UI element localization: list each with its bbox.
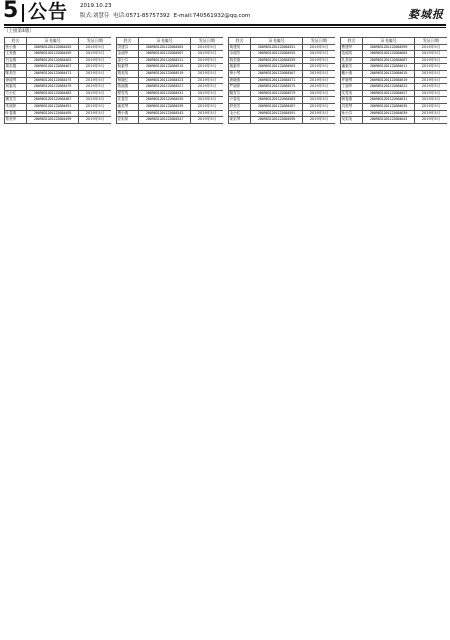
row-certificate-number: 2009031201122684567 [251,70,303,77]
row-certificate-number: 2009031201122684639 [363,110,415,117]
row-name: 叶春燕 [5,110,27,117]
row-name: 鲍雪芬 [229,90,251,97]
certificate-table-area [4,37,446,637]
row-certificate-number: 2009031201122684495 [27,110,79,117]
row-name: 郑美华 [5,117,27,124]
row-certificate-number: 2009031201122684559 [251,57,303,64]
row-name: 杨晓红 [117,77,139,84]
page-number: 5 [3,0,19,23]
table-row [5,44,112,51]
row-issue-date: 2019年5月 [303,90,336,97]
row-issue-date: 2019年5月 [191,84,224,91]
row-issue-date: 2019年5月 [79,103,112,110]
row-issue-date: 2019年5月 [79,64,112,71]
row-certificate-number: 2009031201122684635 [363,103,415,110]
newspaper-masthead: 婺城报 [408,8,444,21]
row-name: 王美燕 [5,51,27,58]
row-issue-date: 2019年5月 [415,110,448,117]
row-issue-date: 2019年5月 [79,117,112,124]
row-name: 何素英 [5,84,27,91]
header-certificate-number: 证书编号 [27,38,79,45]
row-certificate-number: 2009031201122684507 [139,51,191,58]
row-name: 吕金燕 [5,57,27,64]
row-certificate-number: 2009031201122684579 [251,90,303,97]
row-issue-date: 2019年5月 [79,77,112,84]
row-name: 余丽芳 [229,51,251,58]
table-row [341,64,448,71]
table-header-row [117,38,224,45]
row-issue-date: 2019年5月 [79,70,112,77]
row-certificate-number: 2009031201122684467 [27,64,79,71]
table-row [117,117,224,124]
table-row [5,51,112,58]
row-name: 卢春英 [229,97,251,104]
row-certificate-number: 2009031201122684515 [139,64,191,71]
header-issue-date: 发证日期 [191,38,224,45]
row-certificate-number: 2009031201122684599 [363,44,415,51]
row-issue-date: 2019年5月 [303,77,336,84]
row-issue-date: 2019年5月 [191,103,224,110]
row-certificate-number: 2009031201122684547 [139,117,191,124]
header-name: 姓名 [229,38,251,45]
table-row [117,103,224,110]
row-certificate-number: 2009031201122684563 [251,64,303,71]
certificate-column-1 [4,37,111,637]
row-name: 韩春燕 [341,97,363,104]
row-certificate-number: 2009031201122684511 [139,57,191,64]
table-row [229,84,336,91]
row-certificate-number: 2009031201122684603 [363,51,415,58]
header-certificate-number: 证书编号 [139,38,191,45]
row-certificate-number: 2009031201122684591 [251,110,303,117]
row-certificate-number: 2009031201122684627 [363,90,415,97]
row-certificate-number: 2009031201122684539 [139,103,191,110]
row-certificate-number: 2009031201122684623 [363,84,415,91]
row-issue-date: 2019年5月 [415,117,448,124]
table-row [117,77,224,84]
row-name: 楼雪芳 [5,97,27,104]
row-issue-date: 2019年5月 [303,44,336,51]
row-certificate-number: 2009031201122684459 [27,51,79,58]
row-name: 汪春芳 [117,97,139,104]
row-certificate-number: 2009031201122684583 [251,97,303,104]
row-name: 毛小红 [229,110,251,117]
table-row [341,44,448,51]
row-certificate-number: 2009031201122684479 [27,84,79,91]
table-row [341,97,448,104]
row-name: 倪素琴 [117,64,139,71]
row-certificate-number: 2009031201122684491 [27,103,79,110]
table-row [5,90,112,97]
row-certificate-number: 2009031201122684611 [363,64,415,71]
certificate-table [116,37,223,124]
row-name: 孙小芬 [341,110,363,117]
row-name: 潘素芳 [341,64,363,71]
row-name: 胡美英 [117,70,139,77]
row-name: 施素华 [229,64,251,71]
table-row [341,77,448,84]
row-issue-date: 2019年5月 [79,84,112,91]
table-row [341,70,448,77]
row-certificate-number: 2009031201122684475 [27,77,79,84]
row-issue-date: 2019年5月 [415,84,448,91]
row-name: 黄建英 [229,44,251,51]
row-issue-date: 2019年5月 [415,103,448,110]
table-row [229,90,336,97]
table-row [341,103,448,110]
row-issue-date: 2019年5月 [191,110,224,117]
header-issue-date: 发证日期 [303,38,336,45]
row-certificate-number: 2009031201122684543 [139,110,191,117]
table-row [5,84,112,91]
row-issue-date: 2019年5月 [303,70,336,77]
table-row [117,84,224,91]
table-row [5,57,112,64]
table-row [5,70,112,77]
header-name: 姓名 [117,38,139,45]
table-row [5,110,112,117]
issue-date: 2019.10.23 [80,3,112,9]
row-name: 金丽华 [117,51,139,58]
row-issue-date: 2019年5月 [415,90,448,97]
row-certificate-number: 2009031201122684483 [27,90,79,97]
row-issue-date: 2019年5月 [303,84,336,91]
table-row [117,57,224,64]
row-issue-date: 2019年5月 [191,64,224,71]
row-certificate-number: 2009031201122684527 [139,84,191,91]
row-name: 吴彩英 [341,117,363,124]
row-name: 钱美燕 [229,57,251,64]
row-issue-date: 2019年5月 [191,70,224,77]
table-row [229,103,336,110]
table-row [229,57,336,64]
table-row [117,51,224,58]
table-row [5,103,112,110]
row-issue-date: 2019年5月 [303,97,336,104]
row-name: 程雪英 [117,90,139,97]
row-certificate-number: 2009031201122684571 [251,77,303,84]
certificate-column-2 [116,37,223,637]
row-issue-date: 2019年5月 [79,57,112,64]
row-name: 舒美芳 [229,103,251,110]
certificate-table [4,37,111,124]
table-row [5,64,112,71]
row-name: 张小燕 [5,44,27,51]
header-name: 姓名 [341,38,363,45]
row-certificate-number: 2009031201122684463 [27,57,79,64]
table-row [341,51,448,58]
header-divider [22,4,24,22]
row-certificate-number: 2009031201122684471 [27,70,79,77]
row-name: 徐丽琴 [5,77,27,84]
row-name: 陈美芳 [5,70,27,77]
header-rule-thick [4,24,446,26]
section-title: 公告 [28,1,69,23]
header-certificate-number: 证书编号 [363,38,415,45]
table-row [229,77,336,84]
row-certificate-number: 2009031201122684555 [251,51,303,58]
row-name: 沈雪英 [341,90,363,97]
table-row [229,44,336,51]
row-certificate-number: 2009031201122684643 [363,117,415,124]
table-row [341,110,448,117]
table-row [5,117,112,124]
table-row [229,70,336,77]
row-certificate-number: 2009031201122684535 [139,97,191,104]
page-header [0,0,450,26]
row-issue-date: 2019年5月 [191,44,224,51]
certificate-column-4 [340,37,447,637]
row-name: 方小红 [5,90,27,97]
header-certificate-number: 证书编号 [251,38,303,45]
row-name: 蒋丽燕 [117,84,139,91]
row-certificate-number: 2009031201122684523 [139,77,191,84]
header-rule-thin [4,27,446,28]
certificate-table [228,37,335,124]
row-certificate-number: 2009031201122684575 [251,84,303,91]
row-issue-date: 2019年5月 [79,110,112,117]
table-row [229,117,336,124]
row-certificate-number: 2009031201122684631 [363,97,415,104]
row-name: 应彩萍 [117,117,139,124]
row-name: 章小琴 [229,70,251,77]
row-issue-date: 2019年5月 [191,97,224,104]
row-certificate-number: 2009031201122684487 [27,97,79,104]
row-certificate-number: 2009031201122684595 [251,117,303,124]
row-issue-date: 2019年5月 [191,57,224,64]
row-name: 戴小燕 [341,70,363,77]
row-certificate-number: 2009031201122684499 [27,117,79,124]
row-certificate-number: 2009031201122684551 [251,44,303,51]
certificate-column-3 [228,37,335,637]
table-header-row [341,38,448,45]
row-name: 曹建华 [341,44,363,51]
table-row [117,70,224,77]
row-certificate-number: 2009031201122684531 [139,90,191,97]
row-issue-date: 2019年5月 [303,51,336,58]
table-row [341,84,448,91]
table-row [229,51,336,58]
table-row [229,97,336,104]
row-issue-date: 2019年5月 [191,51,224,58]
row-name: 严丽萍 [229,84,251,91]
row-name: 丁丽华 [341,84,363,91]
row-issue-date: 2019年5月 [191,77,224,84]
table-row [117,44,224,51]
table-row [5,77,112,84]
row-issue-date: 2019年5月 [415,77,448,84]
row-issue-date: 2019年5月 [79,44,112,51]
row-name: 范丽英 [341,51,363,58]
table-row [117,90,224,97]
row-issue-date: 2019年5月 [191,117,224,124]
row-issue-date: 2019年5月 [303,110,336,117]
table-row [341,90,448,97]
table-row [229,110,336,117]
row-issue-date: 2019年5月 [303,103,336,110]
table-row [117,64,224,71]
row-issue-date: 2019年5月 [415,70,448,77]
row-name: 姜彩琴 [229,117,251,124]
row-certificate-number: 2009031201122684607 [363,57,415,64]
table-row [341,57,448,64]
table-row [341,117,448,124]
row-issue-date: 2019年5月 [79,51,112,58]
row-issue-date: 2019年5月 [79,97,112,104]
row-certificate-number: 2009031201122684615 [363,70,415,77]
row-certificate-number: 2009031201122684503 [139,44,191,51]
continuation-note: （上接第4版） [4,29,34,34]
row-name: 孔美萍 [341,57,363,64]
table-row [117,97,224,104]
row-name: 许晓琴 [341,77,363,84]
row-name: 朱丽萍 [5,103,27,110]
row-issue-date: 2019年5月 [415,97,448,104]
row-issue-date: 2019年5月 [415,64,448,71]
header-issue-date: 发证日期 [415,38,448,45]
table-header-row [229,38,336,45]
header-issue-date: 发证日期 [79,38,112,45]
row-issue-date: 2019年5月 [79,90,112,97]
row-name: 洪建芬 [117,44,139,51]
table-row [117,110,224,117]
table-row [229,64,336,71]
row-name: 邵小芬 [117,57,139,64]
row-certificate-number: 2009031201122684619 [363,77,415,84]
editor-contact-line: 版式:刘慧芬 电话:0571-85757392 E-mail:740561932@qq.com [80,13,251,19]
header-name: 姓名 [5,38,27,45]
row-issue-date: 2019年5月 [415,44,448,51]
table-row [5,97,112,104]
row-issue-date: 2019年5月 [191,90,224,97]
row-certificate-number: 2009031201122684519 [139,70,191,77]
row-issue-date: 2019年5月 [303,64,336,71]
table-header-row [5,38,112,45]
certificate-table [340,37,447,124]
row-name: 周彩霞 [5,64,27,71]
row-name: 冯美琴 [341,103,363,110]
row-name: 童美琴 [117,103,139,110]
row-issue-date: 2019年5月 [415,51,448,58]
row-name: 唐晓燕 [229,77,251,84]
row-certificate-number: 2009031201122684455 [27,44,79,51]
row-issue-date: 2019年5月 [415,57,448,64]
row-issue-date: 2019年5月 [303,57,336,64]
row-issue-date: 2019年5月 [303,117,336,124]
row-name: 傅小燕 [117,110,139,117]
row-certificate-number: 2009031201122684587 [251,103,303,110]
